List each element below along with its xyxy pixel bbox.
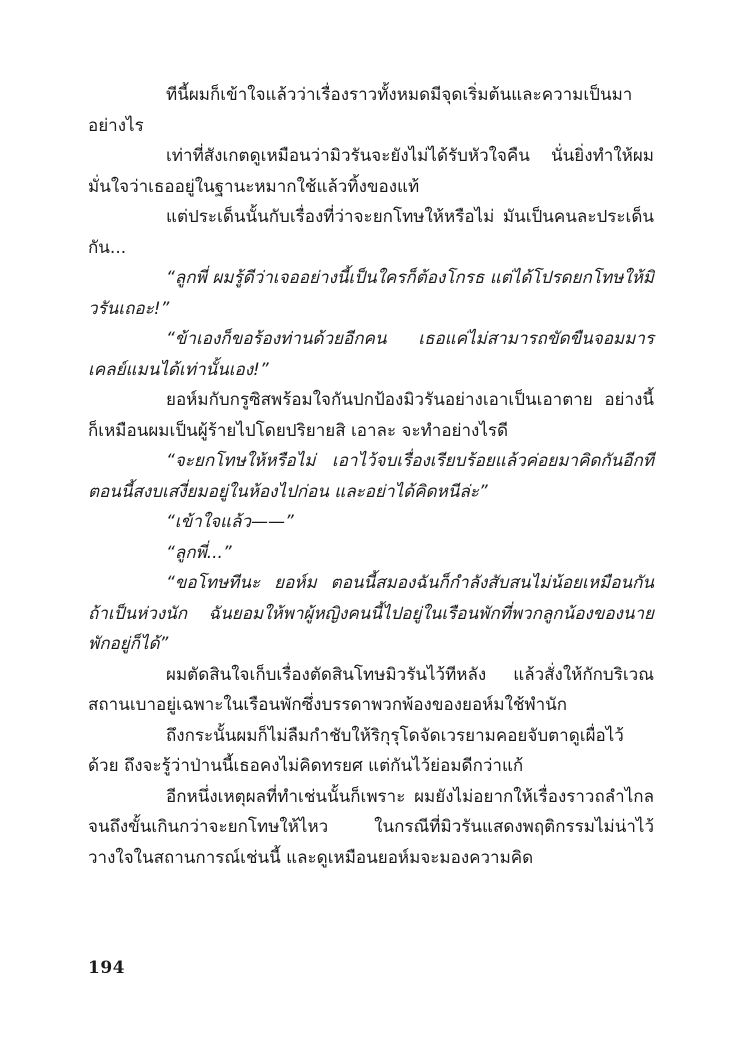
paragraph: อีกหนึ่งเหตุผลที่ทำเช่นนั้นก็เพราะ ผมยังไม่อยากให้เรื่องราวถลำไกลจนถึงขั้นเกินกว่าจะยกโทษให้ไหว ในกรณีที่มิวรันแสดงพฤติกรรมไม่น่าไว้วางใจในสถานการณ์เช่นนี้ และดูเหมือนยอห์มจะมองความคิด <box>88 786 654 868</box>
body-text <box>88 80 654 873</box>
paragraph: แต่ประเด็นนั้นกับเรื่องที่ว่าจะยกโทษให้หรือไม่ มันเป็นคนละประเด็นกัน... <box>88 207 654 258</box>
paragraph: ทีนี้ผมก็เข้าใจแล้วว่าเรื่องราวทั้งหมดมีจุดเริ่มต้นและความเป็นมาอย่างไร <box>88 85 633 136</box>
paragraph: เท่าที่สังเกตดูเหมือนว่ามิวรันจะยังไม่ได้รับหัวใจคืน นั่นยิ่งทำให้ผมมั่นใจว่าเธออยู่ในฐานะหมากใช้แล้วทิ้งของแท้ <box>88 146 654 197</box>
page-number: 194 <box>88 958 125 978</box>
paragraph: “ลูกพี่...” <box>166 542 232 563</box>
paragraph: “จะยกโทษให้หรือไม่ เอาไว้จบเรื่องเรียบร้อยแล้วค่อยมาคิดกันอีกที ตอนนี้สงบเสงี่ยมอยู่ในห้องไปก่อน และอย่าได้คิดหนีล่ะ” <box>88 451 654 502</box>
paragraph: ถึงกระนั้นผมก็ไม่ลืมกำชับให้ริกุรุโดจัดเวรยามคอยจับตาดูเผื่อไว้ด้วย ถึงจะรู้ว่าป่านนี้เธอคงไม่คิดทรยศ แต่กันไว้ย่อมดีกว่าแก้ <box>88 725 624 776</box>
paragraph: “ลูกพี่ ผมรู้ดีว่าเจออย่างนี้เป็นใครก็ต้องโกรธ แต่ได้โปรดยกโทษให้มิวรันเถอะ!” <box>88 268 654 319</box>
paragraph: ผมตัดสินใจเก็บเรื่องตัดสินโทษมิวรันไว้ทีหลัง แล้วสั่งให้กักบริเวณสถานเบาอยู่เฉพาะในเรือนพักซึ่งบรรดาพวกพ้องของยอห์มใช้พำนัก <box>88 664 654 715</box>
paragraph: “ข้าเองก็ขอร้องท่านด้วยอีกคน เธอแค่ไม่สามารถขัดขืนจอมมารเคลย์แมนได้เท่านั้นเอง!” <box>88 329 654 380</box>
paragraph: “เข้าใจแล้ว——” <box>166 512 294 532</box>
paragraph: ยอห์มกับกรูซิสพร้อมใจกันปกป้องมิวรันอย่างเอาเป็นเอาตาย อย่างนี้ก็เหมือนผมเป็นผู้ร้ายไปโดยปริยายสิ เอาละ จะทำอย่างไรดี <box>88 390 654 441</box>
paragraph: “ขอโทษทีนะ ยอห์ม ตอนนี้สมองฉันก็กำลังสับสนไม่น้อยเหมือนกัน ถ้าเป็นห่วงนัก ฉันยอมให้พาผู้หญิงคนนี้ไปอยู่ในเรือนพักที่พวกลูกน้องของนายพักอยู่ก็ได้” <box>88 573 654 654</box>
